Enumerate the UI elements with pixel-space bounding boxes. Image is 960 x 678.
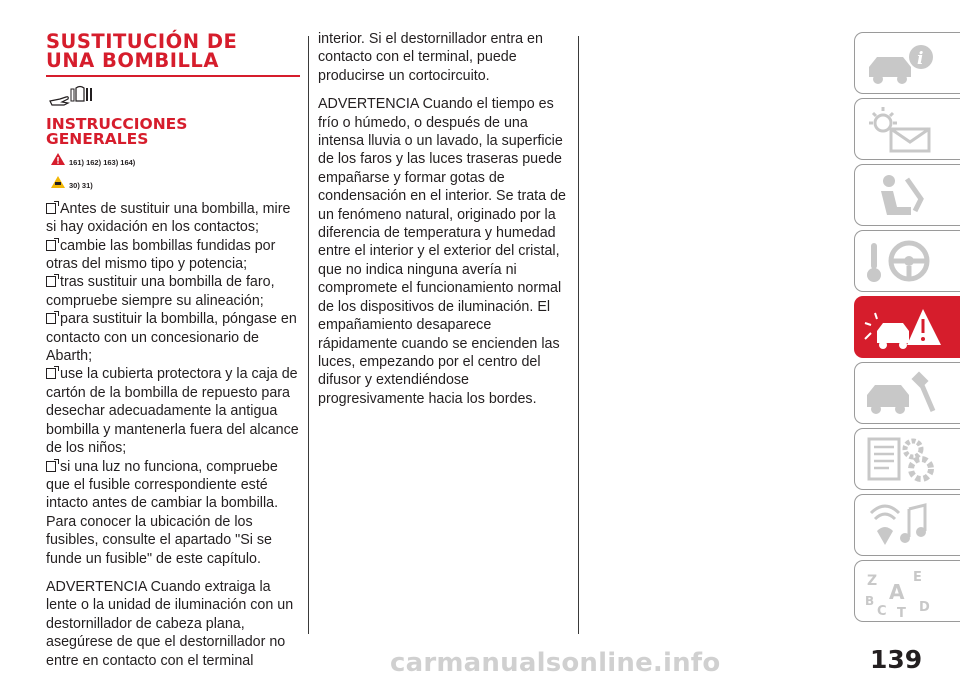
tab-lights-messages[interactable] (854, 98, 960, 160)
bullet-icon (46, 368, 56, 379)
section-title (46, 117, 300, 147)
lights-message-icon (863, 105, 943, 155)
svg-text:i: i (917, 49, 924, 69)
tab-alphabetical-index[interactable] (854, 560, 960, 622)
seat-airbag-icon (863, 171, 943, 221)
bullet-text: tras sustituir una bombilla de faro, compruebe siempre su alineación; (46, 274, 275, 309)
warning-reference (46, 153, 300, 172)
list-item (46, 237, 300, 274)
alphabet-index-icon (863, 567, 943, 617)
watermark: carmanualsonline.info (390, 648, 721, 678)
bullet-text: si una luz no funciona, compruebe que el fusible correspondiente esté intacto antes de cambiar la bombilla. Para conocer la ubicación de los fusibles, consulte el apartado "Si se funde un fusible" de este capítulo. (46, 458, 279, 567)
page-title (46, 32, 300, 70)
list-item (46, 310, 300, 365)
bullet-list (46, 200, 300, 568)
tab-key-steering[interactable] (854, 230, 960, 292)
list-item (46, 200, 300, 237)
tab-maintenance[interactable] (854, 362, 960, 424)
list-item (46, 458, 300, 568)
section-title-line1: INSTRUCCIONES (46, 115, 188, 133)
bullet-icon (46, 240, 56, 251)
tab-car-info[interactable] (854, 32, 960, 94)
tab-seat-airbag[interactable] (854, 164, 960, 226)
page-title-line2: UNA BOMBILLA (46, 49, 219, 72)
svg-text:T: T (897, 606, 906, 617)
bullet-icon (46, 276, 56, 287)
column-divider-left (308, 36, 309, 634)
svg-text:Z: Z (867, 573, 878, 589)
car-info-icon (863, 39, 943, 89)
svg-text:B: B (865, 594, 875, 608)
warning-paragraph-1: ADVERTENCIA Cuando extraiga la lente o la unidad de iluminación con un destornillador de cabeza plana, asegúrese de que el destornillador no entre en contacto con el terminal (46, 578, 294, 669)
warning-refs: 161) 162) 163) 164) (69, 157, 136, 167)
column-divider-right (578, 36, 579, 634)
multimedia-icon (863, 501, 943, 551)
tab-specs[interactable] (854, 428, 960, 490)
warning-paragraph-2: ADVERTENCIA Cuando el tiempo es frío o húmedo, o después de una intensa lluvia o un lavado, la superficie de los faros y las luces traseras puede empañarse y formar gotas de condensación en el interior. Se trata de un fenómeno natural, originado por la diferencia de temperatura y humedad entre el interior y el exterior del cristal, que no indica ninguna avería ni compromete el funcionamiento normal de los dispositivos de iluminación. El empañamiento desaparece rápidamente cuando se encienden las luces, empezando por el centro del difusor y extendiéndose progresivamente hacia los bordes. (318, 96, 566, 407)
tab-multimedia[interactable] (854, 494, 960, 556)
page-number: 139 (870, 645, 923, 674)
list-item (46, 273, 300, 310)
svg-text:C: C (877, 604, 887, 617)
breakdown-warning-icon (863, 303, 943, 353)
title-rule (46, 75, 300, 77)
key-steering-icon (863, 237, 943, 287)
note-triangle-icon (51, 176, 65, 195)
specs-gear-icon (863, 435, 943, 485)
bulb-hand-icon (48, 85, 300, 107)
note-refs: 30) 31) (69, 180, 93, 190)
bullet-icon (46, 313, 56, 324)
warning-triangle-icon (51, 153, 65, 172)
bullet-text: Antes de sustituir una bombilla, mire si hay oxidación en los contactos; (46, 200, 291, 236)
page-title-line1: SUSTITUCIÓN DE (46, 30, 238, 53)
bullet-text: use la cubierta protectora y la caja de cartón de la bombilla de repuesto para desechar adecuadamente la antigua bombilla y mantenerla fuera del alcance de los niños; (46, 366, 299, 457)
section-title-line2: GENERALES (46, 130, 149, 148)
right-column (318, 30, 568, 408)
bullet-text: para sustituir la bombilla, póngase en contacto con un concesionario de Abarth; (46, 311, 297, 365)
list-item (46, 365, 300, 457)
svg-text:E: E (913, 570, 922, 585)
left-column (46, 30, 300, 670)
car-maintenance-icon (863, 369, 943, 419)
svg-text:A: A (889, 580, 905, 604)
warning-paragraph-1-continued: interior. Si el destornillador entra en contacto con el terminal, puede producirse un cortocircuito. (318, 31, 543, 84)
bullet-text: cambie las bombillas fundidas por otras del mismo tipo y potencia; (46, 237, 276, 273)
note-reference (46, 176, 300, 195)
svg-text:D: D (919, 600, 930, 615)
bullet-icon (46, 203, 56, 214)
tab-breakdown[interactable] (854, 296, 960, 358)
bullet-icon (46, 461, 56, 472)
